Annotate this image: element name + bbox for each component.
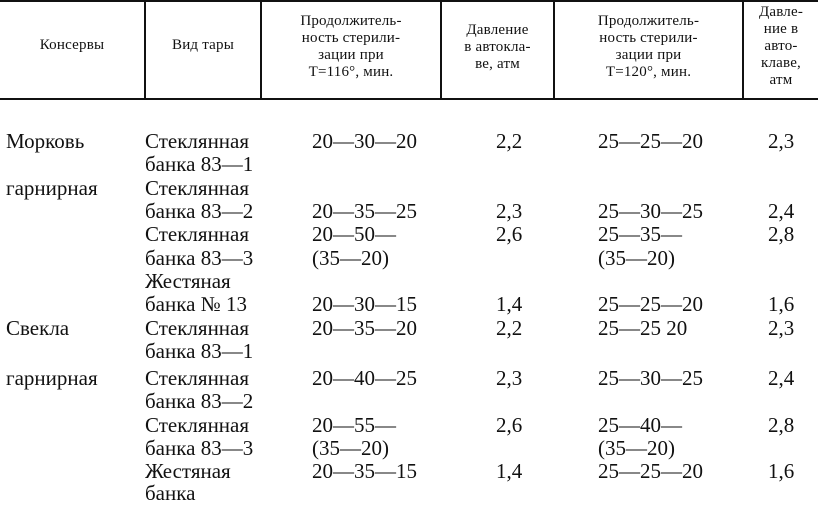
container-cell: Стеклянная <box>145 129 250 153</box>
header-top-rule <box>0 0 818 2</box>
pressure-120-cell: 2,4 <box>768 366 795 390</box>
header-line: T=120°, мин. <box>605 64 692 80</box>
time-116-cell: 20—35—25 <box>312 199 417 223</box>
product-cell: гарнирная <box>6 366 98 390</box>
table-row <box>0 152 818 176</box>
table-row <box>0 436 818 460</box>
pressure-120-cell: 2,8 <box>768 413 795 437</box>
header-line: зации при <box>318 47 384 63</box>
table-row <box>0 269 818 293</box>
container-cell: Стеклянная <box>145 222 250 246</box>
container-cell: Жестяная <box>145 269 231 293</box>
time-120-cell: 25—25 20 <box>598 316 688 340</box>
header-line: Консервы <box>39 37 105 53</box>
header-line: ность стерили- <box>599 30 698 46</box>
pressure-120-cell: 1,6 <box>768 292 795 316</box>
table-row <box>0 176 818 200</box>
pressure-116-cell: 1,4 <box>496 459 523 483</box>
header-pressure-120 <box>744 4 818 89</box>
header-time-120 <box>555 13 742 81</box>
container-cell: банка <box>145 481 196 505</box>
header-bottom-rule <box>0 98 818 100</box>
time-116-cell: 20—35—15 <box>312 459 417 483</box>
table-row <box>0 246 818 270</box>
header-line: Продолжитель- <box>597 13 700 29</box>
header-line: авто- <box>764 38 798 54</box>
table-row <box>0 413 818 437</box>
header-line: атм <box>769 72 793 88</box>
pressure-120-cell: 1,6 <box>768 459 795 483</box>
pressure-116-cell: 1,4 <box>496 292 523 316</box>
table-row <box>0 366 818 390</box>
table-row <box>0 389 818 413</box>
container-cell: Жестяная <box>145 459 231 483</box>
header-container-type <box>146 37 260 54</box>
container-cell: Стеклянная <box>145 366 250 390</box>
pressure-116-cell: 2,3 <box>496 199 523 223</box>
time-116-cell: 20—35—20 <box>312 316 417 340</box>
time-120-cell: (35—20) <box>598 436 675 460</box>
container-cell: банка № 13 <box>145 292 247 316</box>
header-line: Вид тары <box>172 37 234 53</box>
header-line: Давле- <box>758 4 804 20</box>
pressure-116-cell: 2,2 <box>496 316 523 340</box>
header-line: ность стерили- <box>301 30 401 46</box>
container-cell: банка 83—2 <box>145 389 254 413</box>
time-116-cell: 20—50— <box>312 222 396 246</box>
table-row <box>0 339 818 363</box>
time-116-cell: 20—55— <box>312 413 396 437</box>
time-120-cell: 25—25—20 <box>598 292 703 316</box>
table-row <box>0 199 818 223</box>
table-row <box>0 316 818 340</box>
pressure-116-cell: 2,6 <box>496 222 523 246</box>
time-120-cell: 25—25—20 <box>598 459 703 483</box>
container-cell: Стеклянная <box>145 176 250 200</box>
table-row <box>0 222 818 246</box>
header-line: Продолжитель- <box>300 13 402 29</box>
pressure-120-cell: 2,3 <box>768 316 795 340</box>
time-120-cell: (35—20) <box>598 246 675 270</box>
time-116-cell: 20—30—20 <box>312 129 417 153</box>
pressure-116-cell: 2,2 <box>496 129 523 153</box>
header-line: ние в <box>763 21 799 37</box>
container-cell: банка 83—1 <box>145 339 254 363</box>
header-line: T=116°, мин. <box>308 64 394 80</box>
header-line: ве, атм <box>475 56 520 72</box>
time-120-cell: 25—40— <box>598 413 682 437</box>
pressure-116-cell: 2,6 <box>496 413 523 437</box>
pressure-120-cell: 2,8 <box>768 222 795 246</box>
pressure-120-cell: 2,4 <box>768 199 795 223</box>
pressure-120-cell: 2,3 <box>768 129 795 153</box>
time-120-cell: 25—25—20 <box>598 129 703 153</box>
product-cell: гарнирная <box>6 176 98 200</box>
header-pressure-116 <box>442 22 553 73</box>
container-cell: Стеклянная <box>145 413 250 437</box>
time-116-cell: (35—20) <box>312 436 389 460</box>
table-row <box>0 459 818 483</box>
pressure-116-cell: 2,3 <box>496 366 523 390</box>
time-116-cell: 20—40—25 <box>312 366 417 390</box>
time-120-cell: 25—30—25 <box>598 366 703 390</box>
header-time-116 <box>262 13 440 81</box>
container-cell: банка 83—1 <box>145 152 254 176</box>
header-products <box>0 37 144 54</box>
header-line: в автокла- <box>464 39 531 55</box>
time-120-cell: 25—35— <box>598 222 682 246</box>
product-cell: Свекла <box>6 316 70 340</box>
container-cell: банка 83—3 <box>145 246 254 270</box>
container-cell: банка 83—2 <box>145 199 254 223</box>
product-cell: Морковь <box>6 129 85 153</box>
table-row <box>0 292 818 316</box>
container-cell: банка 83—3 <box>145 436 254 460</box>
container-cell: Стеклянная <box>145 316 250 340</box>
time-116-cell: 20—30—15 <box>312 292 417 316</box>
table-row <box>0 129 818 153</box>
table-row <box>0 481 818 505</box>
header-line: зации при <box>615 47 682 63</box>
time-120-cell: 25—30—25 <box>598 199 703 223</box>
time-116-cell: (35—20) <box>312 246 389 270</box>
header-line: клаве, <box>760 55 802 71</box>
header-line: Давление <box>466 22 529 38</box>
